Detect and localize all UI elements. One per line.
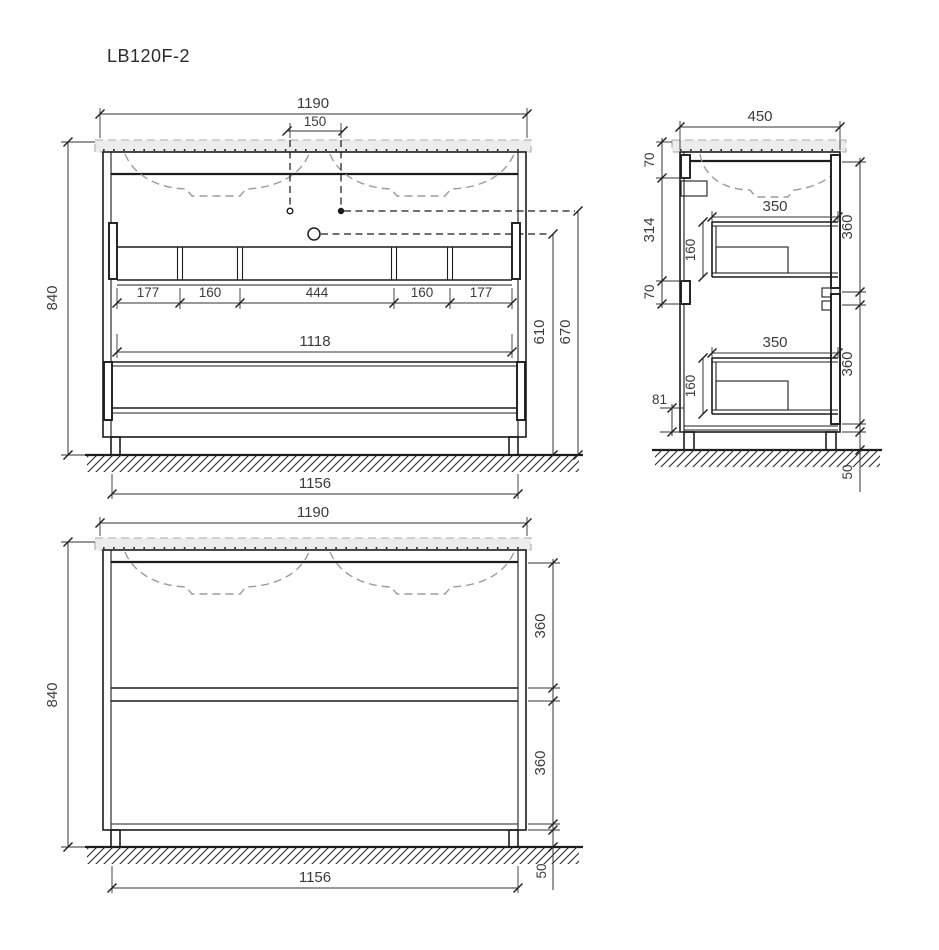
upper-drawer-profile xyxy=(712,222,838,277)
dim-value-leg-height: 50 xyxy=(534,863,549,879)
dim-value-bracket-spacing: 314 xyxy=(641,217,658,243)
dim-front-open-faucet-spacing xyxy=(283,114,348,138)
dim-value-top-drawer-front: 360 xyxy=(532,613,549,639)
drawer-bracket-left xyxy=(104,362,112,420)
countertop-slab xyxy=(95,140,531,152)
faucet-hole-right xyxy=(338,208,344,214)
dim-front-open-inner-width xyxy=(113,333,517,358)
dim-value-width-top: 1190 xyxy=(296,504,330,521)
dim-value-bottom-front-height: 360 xyxy=(839,351,856,377)
sink-right-outline xyxy=(330,552,514,594)
faucet-hole-left xyxy=(287,208,293,214)
wall-bracket-bottom xyxy=(681,281,690,304)
drain-outlet-circle xyxy=(308,228,320,240)
leg-front xyxy=(826,432,836,450)
dim-front-closed-base-width xyxy=(108,866,523,893)
sink-left-outline xyxy=(125,552,309,594)
hinge-plate xyxy=(681,181,707,196)
dim-side-top-drawer-depth xyxy=(708,198,843,222)
dim-value-height: 840 xyxy=(44,682,61,708)
dim-front-closed-height xyxy=(44,538,95,852)
dim-value-top-offset: 70 xyxy=(642,152,657,168)
drawer-bracket-right xyxy=(517,362,525,420)
dim-side-top-drawer-inner-height xyxy=(683,218,708,282)
leg-right xyxy=(509,830,518,847)
dim-value-faucet-spacing: 150 xyxy=(303,114,327,129)
dim-value-width-top: 1190 xyxy=(296,95,330,112)
dim-side-right-chain xyxy=(839,158,866,493)
dim-value-faucet-height: 670 xyxy=(557,319,574,345)
dim-front-open-faucet-height xyxy=(557,207,583,460)
dim-value-base-width: 1156 xyxy=(298,475,332,492)
dim-value-inner-width: 1118 xyxy=(299,333,331,350)
drawer-front-lip-top xyxy=(822,288,831,297)
ground-hatch xyxy=(87,455,579,472)
dim-value-top-front-height: 360 xyxy=(839,214,856,240)
dim-value-leg-height: 50 xyxy=(840,464,855,480)
leg-left xyxy=(111,830,120,847)
dim-value-comp-2: 160 xyxy=(198,285,222,300)
dim-value-comp-5: 177 xyxy=(469,285,493,300)
drawer-bracket-right xyxy=(512,223,520,279)
dim-front-open-base-width xyxy=(108,474,523,499)
dim-value-comp-3: 444 xyxy=(305,285,329,300)
dim-value-mid-offset: 70 xyxy=(642,284,657,300)
dim-value-top-drawer-depth: 350 xyxy=(762,198,788,215)
dim-side-left-chain xyxy=(641,138,683,309)
drawer-back-panel xyxy=(716,247,788,273)
dim-side-bottom-drawer-inner-height xyxy=(683,354,708,419)
dim-front-closed-right-chain xyxy=(528,559,560,891)
dim-value-drain-height: 610 xyxy=(531,319,548,345)
front-view-closed xyxy=(44,504,583,893)
dim-value-height: 840 xyxy=(44,285,61,311)
drawer-bracket-left xyxy=(109,223,117,279)
dim-front-open-height xyxy=(44,138,95,460)
countertop-slab xyxy=(672,140,846,152)
dim-value-base-width: 1156 xyxy=(298,869,332,886)
dim-front-open-compartments xyxy=(113,285,517,309)
dim-value-comp-4: 160 xyxy=(410,285,434,300)
front-view-open xyxy=(44,95,583,499)
dim-side-bottom-drawer-depth xyxy=(708,334,843,358)
dim-value-bottom-offset: 81 xyxy=(651,392,667,407)
leg-right xyxy=(509,437,518,455)
dim-value-bottom-drawer-inner-height: 160 xyxy=(683,374,698,398)
cabinet-outline xyxy=(680,152,840,432)
leg-left xyxy=(111,437,120,455)
drawing-title: LB120F-2 xyxy=(107,46,191,66)
lower-drawer-profile xyxy=(712,358,838,414)
dim-value-comp-1: 177 xyxy=(136,285,160,300)
dim-value-depth: 450 xyxy=(747,108,773,125)
leg-back xyxy=(684,432,694,450)
countertop-slab xyxy=(95,538,531,550)
dim-value-bottom-drawer-front: 360 xyxy=(532,750,549,776)
drawer-front-lip-bottom xyxy=(822,301,831,310)
dim-front-open-drain-height xyxy=(531,230,558,460)
lower-drawer-open xyxy=(104,362,525,420)
dim-side-bottom-offset xyxy=(652,392,684,437)
wall-bracket-top xyxy=(681,155,690,178)
ground-hatch xyxy=(655,450,880,467)
cabinet-outline xyxy=(103,550,526,830)
dim-value-top-drawer-inner-height: 160 xyxy=(683,238,698,262)
dim-front-closed-width-top xyxy=(96,504,532,536)
dim-value-bottom-drawer-depth: 350 xyxy=(762,334,788,351)
ground-hatch xyxy=(87,847,579,864)
side-view xyxy=(641,108,882,492)
drawer-back-panel xyxy=(716,381,788,410)
